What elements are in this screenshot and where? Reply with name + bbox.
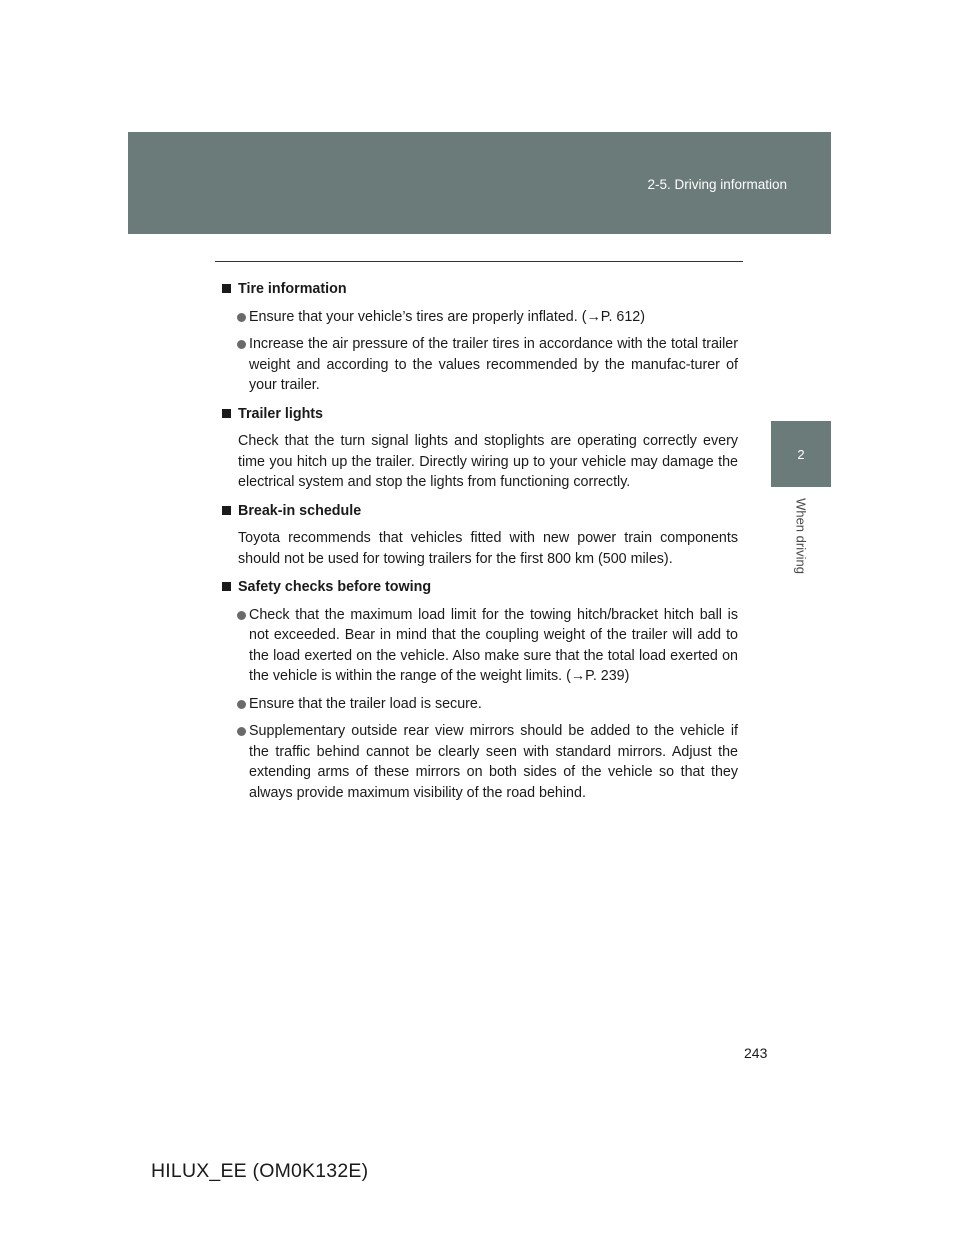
bullet-text: Ensure that the trailer load is secure. — [249, 695, 482, 712]
chapter-tab[interactable] — [771, 421, 831, 487]
main-content — [222, 279, 738, 811]
list-item — [222, 721, 738, 803]
list-item — [222, 307, 738, 328]
section-tire-information — [222, 279, 738, 396]
bullet-text: Ensure that your vehicle’s tires are properly inflated. (→P. 612) — [249, 308, 646, 325]
bullet-text: Increase the air pressure of the trailer tires in accordance with the total trailer weight and according to the values recommended by the manufac-turer of your trailer. — [249, 336, 738, 393]
section-heading: Trailer lights — [238, 405, 324, 422]
section-break-in-schedule — [222, 501, 738, 570]
square-bullet-icon — [222, 582, 231, 591]
document-code: HILUX_EE (OM0K132E) — [151, 1160, 369, 1182]
square-bullet-icon — [222, 284, 231, 293]
header-band — [128, 132, 831, 234]
circle-bullet-icon — [237, 700, 246, 709]
section-title: 2-5. Driving information — [647, 177, 787, 192]
square-bullet-icon — [222, 409, 231, 418]
paragraph: Toyota recommends that vehicles fitted with new power train components should not be used for towing trailers for the first 800 km (500 miles). — [238, 530, 738, 567]
chapter-number: 2 — [797, 447, 805, 462]
section-heading: Safety checks before towing — [238, 579, 432, 595]
chapter-label: When driving — [793, 498, 809, 574]
square-bullet-icon — [222, 506, 231, 515]
list-item — [222, 694, 738, 715]
divider — [215, 261, 743, 262]
list-item — [222, 605, 738, 687]
circle-bullet-icon — [237, 340, 246, 349]
bullet-text: Supplementary outside rear view mirrors should be added to the vehicle if the traffic behind cannot be clearly seen with standard mirrors. Adjust the extending arms of these mirrors on both sides of the vehicle so that they always provide maximum visibility of the road behind. — [249, 723, 738, 801]
bullet-text: Check that the maximum load limit for the towing hitch/bracket hitch ball is not exceeded. Bear in mind that the coupling weight of the trailer will add to the load exerted on the vehicle. Also make sure that the total load exerted on the vehicle is within the range of the weight limits. (→P. 239) — [249, 606, 738, 684]
circle-bullet-icon — [237, 727, 246, 736]
section-heading: Break-in schedule — [238, 502, 362, 519]
section-heading: Tire information — [238, 281, 347, 297]
paragraph: Check that the turn signal lights and stoplights are operating correctly every time you hitch up the trailer. Directly wiring up to your vehicle may damage the electrical system and stop the lights from functioning correctly. — [238, 433, 738, 490]
list-item — [222, 334, 738, 396]
circle-bullet-icon — [237, 313, 246, 322]
section-trailer-lights — [222, 404, 738, 493]
page-number: 243 — [744, 1045, 768, 1061]
section-safety-checks — [222, 577, 738, 803]
circle-bullet-icon — [237, 611, 246, 620]
